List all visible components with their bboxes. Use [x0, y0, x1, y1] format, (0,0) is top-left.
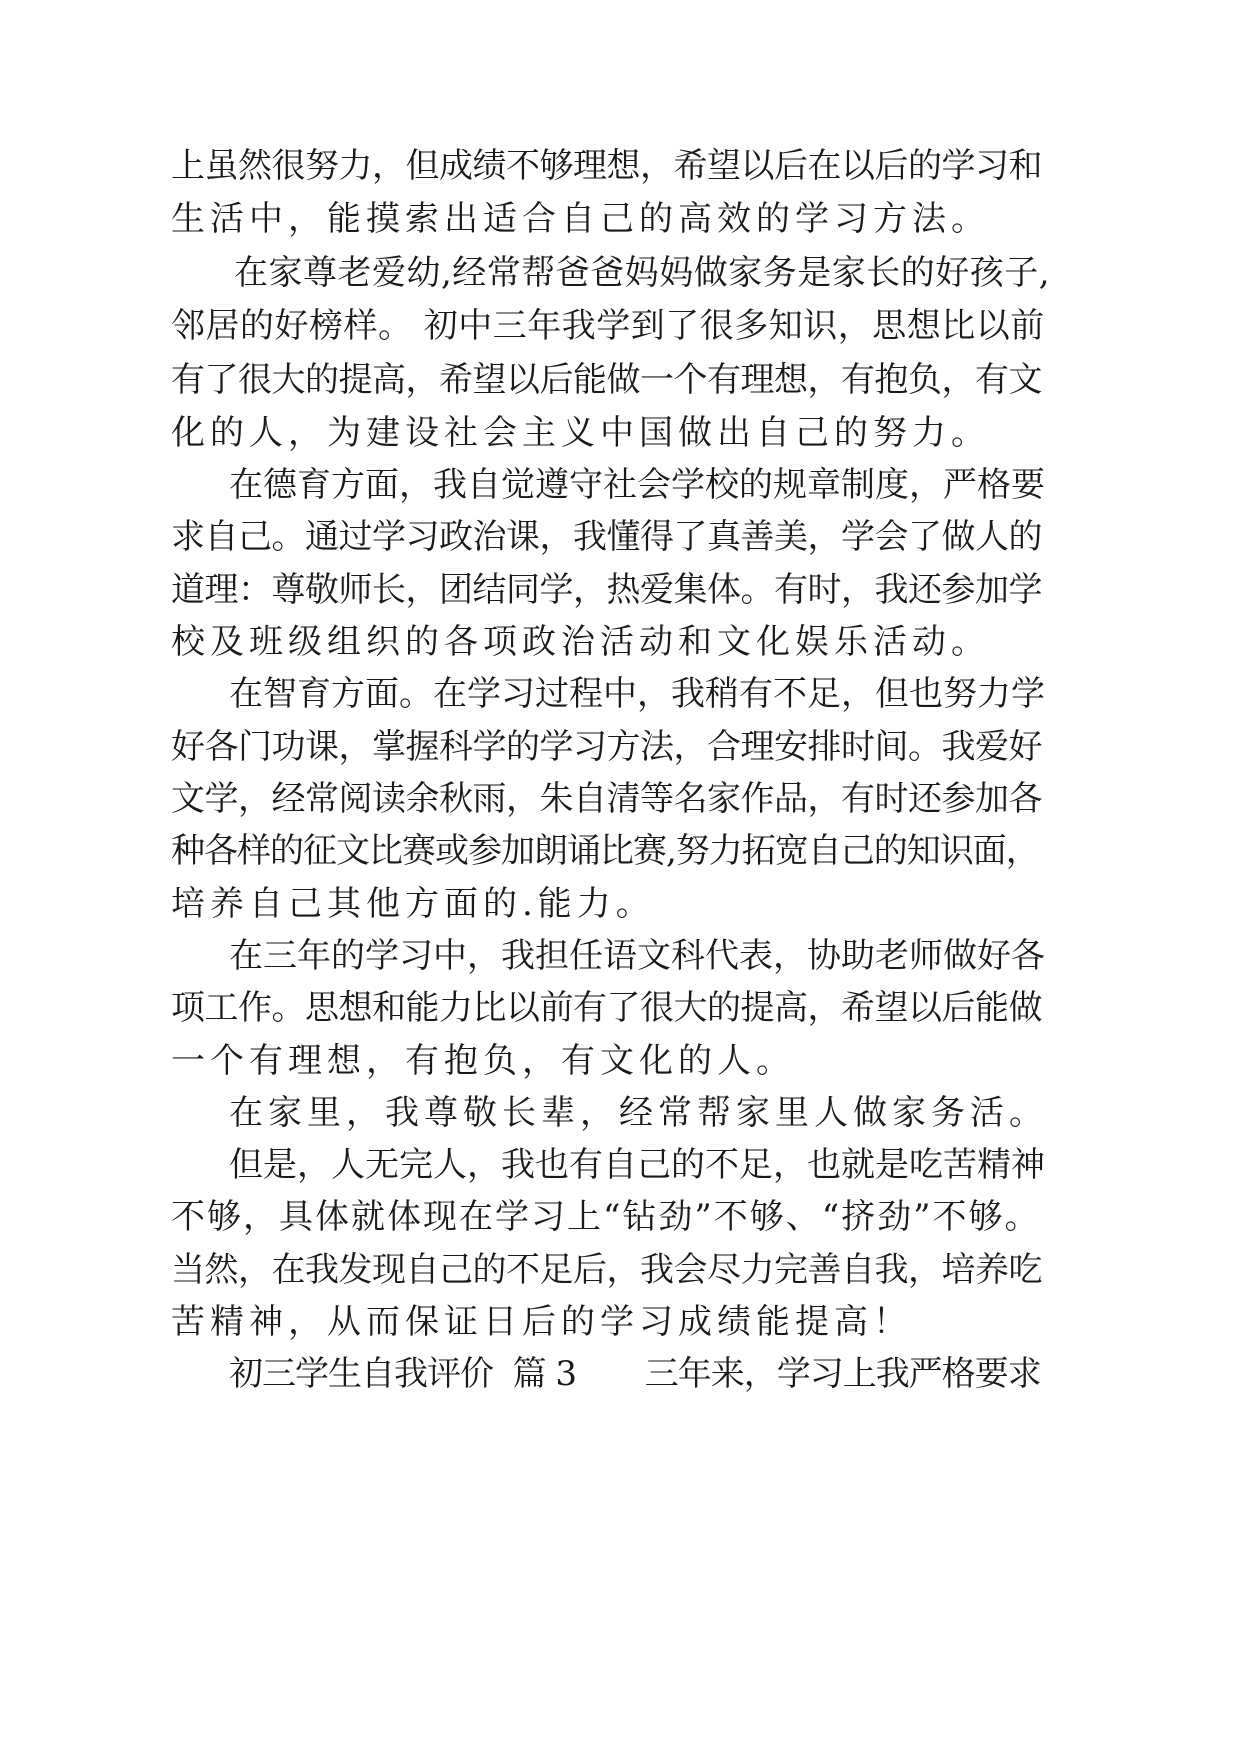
text-line: 但是，人无完人，我也有自己的不足，也就是吃苦精神: [229, 1145, 1045, 1185]
text-line: 文学，经常阅读余秋雨，朱自清等名家作品，有时还参加各: [171, 779, 1042, 819]
text-line: 道理：尊敬师长，团结同学，热爱集体。有时，我还参加学: [171, 570, 1042, 610]
text-line: 好各门功课，掌握科学的学习方法，合理安排时间。我爱好: [171, 727, 1042, 767]
text-line: 种各样的征文比赛或参加朗诵比赛,努力拓宽自己的知识面，: [171, 831, 1039, 871]
text-line: 在家里，我尊敬长辈，经常帮家里人做家务活。: [229, 1093, 1048, 1133]
text-line: 在家尊老爱幼,经常帮爸爸妈妈做家务是家长的好孩子,: [234, 253, 1051, 293]
text-line: 校及班级组织的各项政治活动和文化娱乐活动。: [171, 622, 990, 662]
text-line: 上虽然很努力，但成绩不够理想，希望以后在以后的学习和: [171, 146, 1042, 186]
text-line: 初三学生自我评价 篇 3 三年来，学习上我严格要求: [229, 1354, 1041, 1394]
text-line: 在三年的学习中，我担任语文科代表，协助老师做好各: [229, 936, 1045, 976]
text-line: 项工作。思想和能力比以前有了很大的提高，希望以后能做: [171, 988, 1042, 1028]
text-line: 当然，在我发现自己的不足后，我会尽力完善自我，培养吃: [171, 1250, 1042, 1290]
text-line: 在德育方面，我自觉遵守社会学校的规章制度，严格要: [229, 465, 1045, 505]
text-line: 求自己。通过学习政治课，我懂得了真善美，学会了做人的: [171, 517, 1042, 557]
text-line: 培养自己其他方面的.能力。: [171, 884, 655, 924]
text-line: 化的人，为建设社会主义中国做出自己的努力。: [171, 413, 990, 453]
text-line: 邻居的好榜样。 初中三年我学到了很多知识，思想比以前: [171, 306, 1045, 346]
text-line: 一个有理想，有抱负，有文化的人。: [171, 1041, 795, 1081]
text-line: 在智育方面。在学习过程中，我稍有不足，但也努力学: [229, 674, 1045, 714]
text-line: 生活中，能摸索出适合自己的高效的学习方法。: [171, 199, 990, 239]
text-line: 不够，具体就体现在学习上“钻劲”不够、“挤劲”不够。: [171, 1197, 1041, 1237]
text-line: 有了很大的提高，希望以后能做一个有理想，有抱负，有文: [171, 360, 1042, 400]
text-line: 苦精神，从而保证日后的学习成绩能提高！: [171, 1302, 912, 1342]
